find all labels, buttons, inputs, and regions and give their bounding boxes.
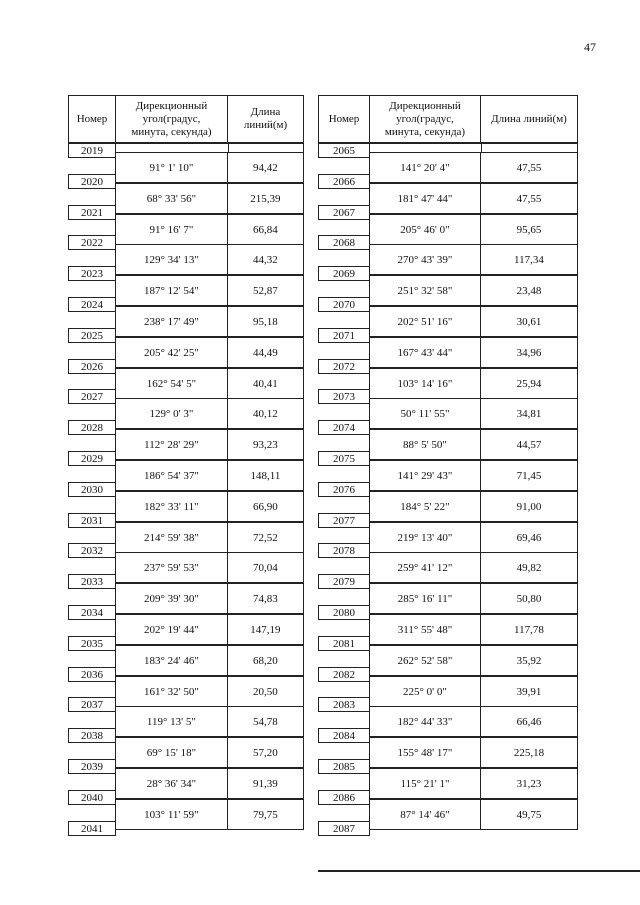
line-length: 68,20 [253, 654, 278, 667]
blank-cell [116, 144, 229, 152]
direction-angle: 181° 47' 44" [370, 184, 481, 213]
point-number: 2070 [318, 297, 370, 312]
table-row [369, 398, 578, 429]
table-row [115, 799, 304, 830]
direction-angle: 119° 13' 5" [116, 707, 228, 736]
line-length: 44,57 [516, 438, 542, 451]
footer-rule [318, 870, 640, 872]
direction-angle: 87° 14' 46" [370, 800, 481, 829]
table-row [369, 214, 578, 245]
point-number: 2021 [68, 205, 116, 220]
header-line-length: Длина линий(м) [480, 95, 578, 143]
table-row [369, 491, 578, 522]
header-number: Номер [318, 95, 370, 143]
direction-angle: 182° 33' 11" [116, 492, 228, 521]
direction-angle: 68° 33' 56" [116, 184, 228, 213]
point-number: 2032 [68, 543, 116, 558]
table-row [115, 306, 304, 337]
point-number: 2072 [318, 359, 370, 374]
table-row [115, 275, 304, 306]
line-length: 47,55 [516, 192, 542, 205]
direction-angle: 259° 41' 12" [370, 553, 481, 582]
point-number: 2080 [318, 605, 370, 620]
table-row [115, 152, 304, 183]
header-direction-angle: Дирекционный угол(градус, минута, секунда) [369, 95, 481, 143]
point-number: 2084 [318, 728, 370, 743]
line-length: 25,94 [516, 377, 542, 390]
direction-angle: 237° 59' 53" [116, 553, 228, 582]
direction-angle: 238° 17' 49" [116, 307, 228, 336]
point-number: 2030 [68, 482, 116, 497]
line-length: 66,46 [516, 715, 542, 728]
line-length: 50,80 [516, 592, 542, 605]
direction-angle: 187° 12' 54" [116, 276, 228, 305]
direction-angle: 129° 34' 13" [116, 245, 228, 274]
line-length: 95,65 [516, 223, 542, 236]
header-line-length: Длина линий(м) [227, 95, 304, 143]
table-row [369, 429, 578, 460]
table-row [369, 522, 578, 553]
direction-angle: 311° 55' 48" [370, 615, 481, 644]
direction-angle: 285° 16' 11" [370, 584, 481, 613]
direction-angle: 182° 44' 33" [370, 707, 481, 736]
table-row [369, 737, 578, 768]
point-number: 2033 [68, 574, 116, 589]
line-length: 54,78 [253, 715, 278, 728]
point-number: 2085 [318, 759, 370, 774]
line-length: 47,55 [516, 161, 542, 174]
page-number: 47 [584, 40, 596, 54]
table-row [115, 706, 304, 737]
line-length: 34,96 [516, 346, 542, 359]
table-row [115, 737, 304, 768]
direction-angle: 186° 54' 37" [116, 461, 228, 490]
direction-angle: 205° 46' 0" [370, 215, 481, 244]
line-length: 70,04 [253, 561, 278, 574]
point-number: 2073 [318, 389, 370, 404]
line-length: 66,90 [253, 500, 278, 513]
point-number: 2071 [318, 328, 370, 343]
line-length: 148,11 [250, 469, 281, 482]
table-row [369, 368, 578, 399]
direction-angle: 225° 0' 0" [370, 677, 481, 706]
point-number: 2037 [68, 697, 116, 712]
line-length: 147,19 [250, 623, 281, 636]
point-number: 2038 [68, 728, 116, 743]
point-number: 2026 [68, 359, 116, 374]
point-number: 2022 [68, 235, 116, 250]
table-row [369, 337, 578, 368]
line-length: 74,83 [253, 592, 278, 605]
line-length: 44,49 [253, 346, 278, 359]
line-length: 225,18 [513, 746, 545, 759]
table-row [115, 429, 304, 460]
point-number: 2020 [68, 174, 116, 189]
table-row [115, 491, 304, 522]
table-row [115, 460, 304, 491]
point-number: 2069 [318, 266, 370, 281]
point-number: 2035 [68, 636, 116, 651]
line-length: 95,18 [253, 315, 278, 328]
point-number: 2079 [318, 574, 370, 589]
table-row [115, 368, 304, 399]
point-number: 2065 [318, 143, 370, 158]
direction-angle: 270° 43' 39" [370, 245, 481, 274]
line-length: 49,75 [516, 808, 542, 821]
line-length: 23,48 [516, 284, 542, 297]
line-length: 215,39 [250, 192, 281, 205]
point-number: 2036 [68, 667, 116, 682]
point-number: 2025 [68, 328, 116, 343]
line-length: 57,20 [253, 746, 278, 759]
table-row [115, 522, 304, 553]
line-length: 30,61 [516, 315, 542, 328]
line-length: 117,78 [514, 623, 544, 636]
direction-angle: 91° 16' 7" [116, 215, 228, 244]
table-row [115, 337, 304, 368]
header-direction-angle: Дирекционный угол(градус, минута, секунда) [115, 95, 228, 143]
line-length: 66,84 [253, 223, 278, 236]
point-number: 2034 [68, 605, 116, 620]
direction-angle: 183° 24' 46" [116, 646, 228, 675]
table-row [369, 614, 578, 645]
table-row [369, 183, 578, 214]
direction-angle: 103° 14' 16" [370, 369, 481, 398]
line-length: 94,42 [253, 161, 278, 174]
point-number: 2024 [68, 297, 116, 312]
table-row [369, 460, 578, 491]
point-number: 2074 [318, 420, 370, 435]
line-length: 40,12 [253, 407, 278, 420]
direction-angle: 155° 48' 17" [370, 738, 481, 767]
point-number: 2040 [68, 790, 116, 805]
line-length: 49,82 [516, 561, 542, 574]
point-number: 2082 [318, 667, 370, 682]
table-row [369, 244, 578, 275]
line-length: 91,39 [253, 777, 278, 790]
point-number: 2066 [318, 174, 370, 189]
table-row [369, 275, 578, 306]
table-row [115, 244, 304, 275]
table-row [369, 552, 578, 583]
table-row [369, 676, 578, 707]
point-number: 2031 [68, 513, 116, 528]
point-number: 2019 [68, 143, 116, 158]
table-row [115, 183, 304, 214]
direction-angle: 141° 29' 43" [370, 461, 481, 490]
point-number: 2087 [318, 821, 370, 836]
point-number: 2039 [68, 759, 116, 774]
point-number: 2083 [318, 697, 370, 712]
direction-angle: 88° 5' 50" [370, 430, 481, 459]
point-number: 2023 [68, 266, 116, 281]
table-row [369, 799, 578, 830]
direction-angle: 209° 39' 30" [116, 584, 228, 613]
table-row [115, 768, 304, 799]
direction-angle: 214° 59' 38" [116, 523, 228, 552]
direction-angle: 162° 54' 5" [116, 369, 228, 398]
table-row [115, 583, 304, 614]
line-length: 52,87 [253, 284, 278, 297]
line-length: 71,45 [516, 469, 542, 482]
table-row [369, 706, 578, 737]
point-number: 2076 [318, 482, 370, 497]
table-row [369, 152, 578, 183]
table-row [115, 214, 304, 245]
point-number: 2028 [68, 420, 116, 435]
line-length: 39,91 [516, 685, 542, 698]
line-length: 69,46 [516, 531, 542, 544]
line-length: 35,92 [516, 654, 542, 667]
direction-angle: 167° 43' 44" [370, 338, 481, 367]
line-length: 91,00 [516, 500, 542, 513]
direction-angle: 251° 32' 58" [370, 276, 481, 305]
direction-angle: 202° 51' 16" [370, 307, 481, 336]
direction-angle: 112° 28' 29" [116, 430, 228, 459]
blank-cell [370, 144, 482, 152]
direction-angle: 219° 13' 40" [370, 523, 481, 552]
direction-angle: 69° 15' 18" [116, 738, 228, 767]
line-length: 34,81 [516, 407, 542, 420]
line-length: 44,32 [253, 253, 278, 266]
direction-angle: 141° 20' 4" [370, 153, 481, 182]
line-length: 31,23 [516, 777, 542, 790]
table-row [369, 583, 578, 614]
line-length: 79,75 [253, 808, 278, 821]
point-number: 2075 [318, 451, 370, 466]
header-number: Номер [68, 95, 116, 143]
table-row [115, 398, 304, 429]
point-number: 2029 [68, 451, 116, 466]
direction-angle: 262° 52' 58" [370, 646, 481, 675]
direction-angle: 184° 5' 22" [370, 492, 481, 521]
table-row [115, 614, 304, 645]
direction-angle: 129° 0' 3" [116, 399, 228, 428]
line-length: 93,23 [253, 438, 278, 451]
direction-angle: 115° 21' 1" [370, 769, 481, 798]
line-length: 40,41 [253, 377, 278, 390]
point-number: 2077 [318, 513, 370, 528]
table-row [369, 306, 578, 337]
point-number: 2078 [318, 543, 370, 558]
table-row [369, 645, 578, 676]
point-number: 2086 [318, 790, 370, 805]
table-row [115, 676, 304, 707]
point-number: 2067 [318, 205, 370, 220]
table-row [369, 768, 578, 799]
point-number: 2027 [68, 389, 116, 404]
point-number: 2068 [318, 235, 370, 250]
direction-angle: 50° 11' 55" [370, 399, 481, 428]
direction-angle: 103° 11' 59" [116, 800, 228, 829]
direction-angle: 205° 42' 25" [116, 338, 228, 367]
line-length: 20,50 [253, 685, 278, 698]
line-length: 117,34 [514, 253, 544, 266]
table-row [115, 552, 304, 583]
direction-angle: 91° 1' 10" [116, 153, 228, 182]
point-number: 2041 [68, 821, 116, 836]
point-number: 2081 [318, 636, 370, 651]
table-row [115, 645, 304, 676]
direction-angle: 28° 36' 34" [116, 769, 228, 798]
direction-angle: 202° 19' 44" [116, 615, 228, 644]
line-length: 72,52 [253, 531, 278, 544]
direction-angle: 161° 32' 50" [116, 677, 228, 706]
